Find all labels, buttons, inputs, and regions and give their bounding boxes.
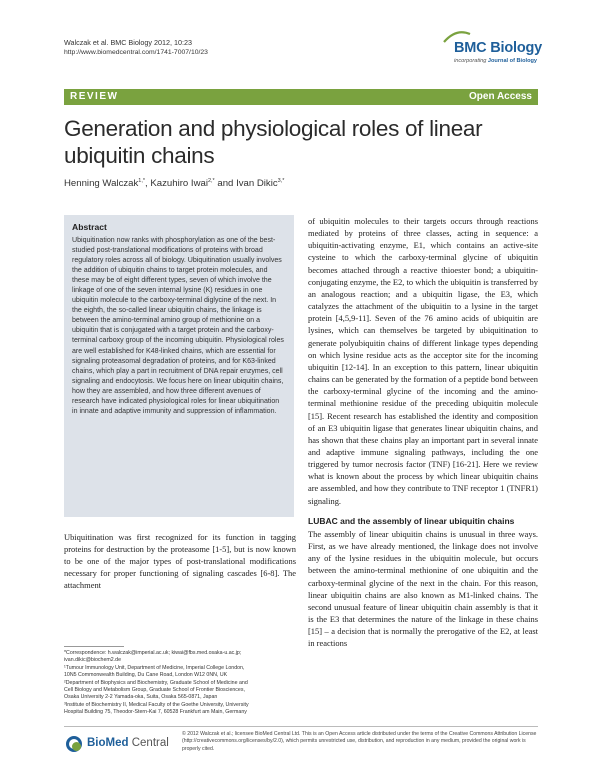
footnote-line: *Correspondence: h.walczak@imperial.ac.uk; kiwai@fbs.med.osaka-u.ac.jp;: [64, 650, 242, 656]
right-column: [308, 215, 538, 649]
journal-tagline: incorporating Journal of Biology: [454, 58, 538, 64]
open-access-label: Open Access: [469, 91, 532, 102]
license-text: © 2012 Walczak et al.; licensee BioMed Central Ltd. This is an Open Access article distributed under the terms of the Creative Commons Attribution License (http://creativecommons.org/licenses/by/2.0), which permits unrestricted use, distribution, and reproduction in any medium, provided the original work is properly cited.: [182, 731, 537, 752]
running-header: [64, 38, 208, 58]
journal-logo: [438, 28, 543, 74]
body-paragraph: of ubiquitin molecules to their targets occurs through reactions mediated by proteins of three classes, acting in sequence: a ubiquitin-activating enzyme, E1, which contains an active-site cysteine to which the carboxy-terminal glycine of ubiquitin becomes attached through a reactive thioester bond; a ubiquitin-conjugating enzyme, the E2, to which the ubiquitin is transferred by an analogous reaction; and a ubiquitin ligase, the E3, which catalyzes the attachment of the ubiquitin to a lysine in the target protein [4,5,9-11]. Seven of the 76 amino acids of ubiquitin are lysines, which can themselves be targeted by ubiquitination to generate polyubiquitin chains of different linkage types depending on which lysine residue acts as the acceptor site for the incoming ubiquitin [12-14]. In an exception to this pattern, linear ubiquitin chains can be generated by the formation of a peptide bond between the carboxy-terminal glycine of the incoming and the amino-terminal methionine residue of the preceding ubiquitin molecule [15]. Recent research has established the identity and composition of an E3 ubiquitin ligase that generates linear ubiquitin chains, and has shown that these chains play an important part in several innate and adaptive immune signaling pathways, including the one triggered by tumor necrosis factor (TNF) [16-21]. Here we review what is known about the process by which linear ubiquitin chains are assembled, and how they contribute to TNF receptor 1 (TNFR1) signaling.: [308, 216, 538, 506]
author-name: Henning Walczak: [64, 178, 139, 190]
article-type: REVIEW: [70, 91, 119, 102]
footnote-line: 10N5 Commonwealth Building, Du Cane Road, London W12 0NN, UK: [64, 672, 228, 679]
footnote-line: ²Department of Biophysics and Biochemistry, Graduate School of Medicine and: [64, 679, 248, 686]
footnote-line: Cell Biology and Metabolism Group, Graduate School of Frontier Biosciences,: [64, 687, 245, 694]
article-url[interactable]: http://www.biomedcentral.com/1741-7007/10/23: [64, 49, 208, 56]
citation: Walczak et al. BMC Biology 2012, 10:23: [64, 38, 192, 47]
author-name: Ivan Dikic: [236, 178, 278, 190]
article-type-band: [64, 89, 538, 105]
author-name: Kazuhiro Iwai: [150, 178, 208, 190]
footnote-line: Osaka University 2-2 Yamada-oka, Suita, Osaka 565-0871, Japan: [64, 694, 218, 701]
publisher-logo: BioMed Central: [66, 733, 176, 757]
author-list: Henning Walczak$^{1,*}$, Kazuhiro Iwai$^{2,*}$ and Ivan Dikic$^{3,*}$: [64, 178, 285, 190]
footnote-line: ivan.dikic@biochem2.de: [64, 657, 121, 664]
body-paragraph: Ubiquitination was first recognized for its function in tagging proteins for destruction by the proteasome [1-5], but is now known to be one of the major types of post-translational modifications necessary for proper functioning of signaling cascades [6-8]. The attachment: [64, 532, 296, 591]
body-paragraph: The assembly of linear ubiquitin chains is unusual in three ways. First, as we have already mentioned, the linkage does not involve any of the lysine residues in the ubiquitin molecule, but occurs between the amino-terminal methionine of one ubiquitin and the carboxy-terminal glycine of the next in the chain. For this reason, linear ubiquitin chains are also known as M1-linked chains. The second unusual feature of linear ubiquitin chain assembly is that it is the E3 that determines the nature of the linkage in these chains [15] – a decision that is normally the prerogative of the E2, at least in reactions: [308, 528, 538, 649]
footnote-divider: [64, 646, 124, 647]
article-title: Generation and physiological roles of linear ubiquitin chains: [64, 116, 483, 168]
footnote-line: ³Institute of Biochemistry II, Medical Faculty of the Goethe University, University: [64, 701, 249, 708]
footnote-line: Hospital Building 75, Theodor-Stern-Kai 7, 60528 Frankfurt am Main, Germany: [64, 709, 247, 716]
abstract-box: [64, 215, 294, 517]
abstract-text: Ubiquitination now ranks with phosphorylation as one of the best-studied post-translational modifications of proteins with broad regulatory roles across all of biology. Ubiquitination usually involves the addition of ubiquitin chains to target protein molecules, and these may be of eight different types, seven of which involve the linkage of one of the seven internal lysine (K) residues in one ubiquitin molecule to the carboxy-terminal diglycine of the next. In the eighth, the so-called linear ubiquitin chains, the linkage is between the amino-terminal amino group of methionine on a ubiquitin that is conjugated with a target protein and the carboxy-terminal carboxy group of the incoming ubiquitin. Physiological roles are well established for K48-linked chains, which are essential for signaling proteasomal degradation of proteins, and for K63-linked chains, which play a part in recruitment of DNA repair enzymes, cell signaling and endocytosis. We focus here on linear ubiquitin chains, how they are assembled, and how three different avenues of research have indicated physiological roles for linear ubiquitination in innate and adaptive immunity and suppression of inflammation.: [72, 237, 284, 415]
footer-divider: [64, 726, 538, 727]
footnote-line: ¹Tumour Immunology Unit, Department of Medicine, Imperial College London,: [64, 664, 245, 671]
journal-name: BMC Biology: [454, 40, 543, 56]
section-heading: LUBAC and the assembly of linear ubiquitin chains: [308, 515, 515, 526]
abstract-heading: Abstract: [72, 222, 107, 232]
footnotes: [64, 650, 296, 717]
